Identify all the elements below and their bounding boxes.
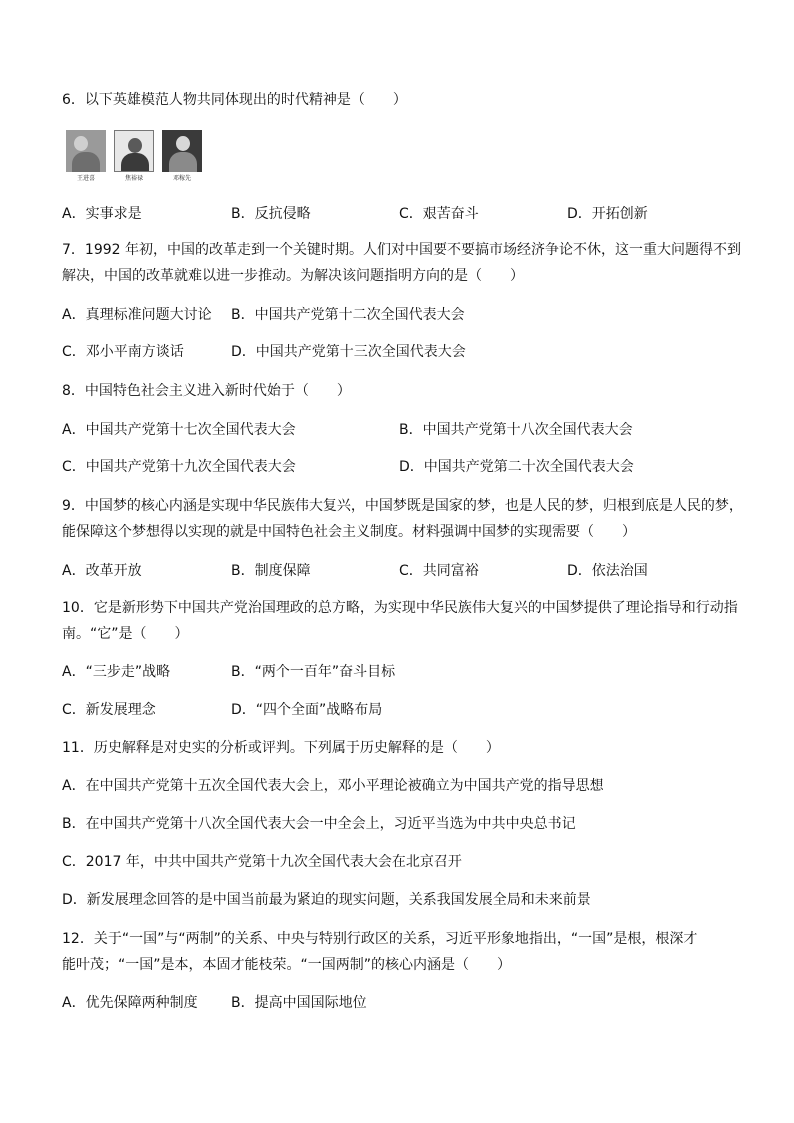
q8-option-d[interactable]: D．中国共产党第二十次全国代表大会	[399, 459, 634, 475]
question-9-stem-2: 能保障这个梦想得以实现的就是中国特色社会主义制度。材料强调中国梦的实现需要（ ）	[62, 524, 636, 540]
q11-option-a[interactable]: A．在中国共产党第十五次全国代表大会上，邓小平理论被确立为中国共产党的指导思想	[62, 778, 604, 794]
q9-option-c[interactable]: C．共同富裕	[399, 563, 479, 579]
hero-photo-2	[114, 130, 154, 172]
q12-option-a[interactable]: A．优先保障两种制度	[62, 995, 198, 1011]
q10-option-d[interactable]: D．“四个全面”战略布局	[231, 702, 383, 718]
q11-option-b[interactable]: B．在中国共产党第十八次全国代表大会一中全会上，习近平当选为中共中央总书记	[62, 816, 576, 832]
question-9-stem-1: 9．中国梦的核心内涵是实现中华民族伟大复兴，中国梦既是国家的梦，也是人民的梦，归根到底是人民的梦，	[62, 498, 743, 514]
q7-option-b[interactable]: B．中国共产党第十二次全国代表大会	[231, 307, 465, 323]
q11-option-d[interactable]: D．新发展理念回答的是中国当前最为紧迫的现实问题，关系我国发展全局和未来前景	[62, 892, 591, 908]
q7-option-a[interactable]: A．真理标准问题大讨论	[62, 307, 212, 323]
question-8-stem: 8．中国特色社会主义进入新时代始于（ ）	[62, 383, 351, 399]
question-10-stem-1: 10．它是新形势下中国共产党治国理政的总方略，为实现中华民族伟大复兴的中国梦提供了理论指导和行动指	[62, 600, 738, 616]
q10-option-c[interactable]: C．新发展理念	[62, 702, 156, 718]
q7-option-d[interactable]: D．中国共产党第十三次全国代表大会	[231, 344, 466, 360]
q10-option-b[interactable]: B．“两个一百年”奋斗目标	[231, 664, 396, 680]
q9-option-a[interactable]: A．改革开放	[62, 563, 142, 579]
question-11-stem: 11．历史解释是对史实的分析或评判。下列属于历史解释的是（ ）	[62, 740, 500, 756]
question-7-stem-2: 解决，中国的改革就难以进一步推动。为解决该问题指明方向的是（ ）	[62, 268, 524, 284]
q6-option-a[interactable]: A．实事求是	[62, 206, 142, 222]
q8-option-a[interactable]: A．中国共产党第十七次全国代表大会	[62, 422, 296, 438]
hero-photo-1	[66, 130, 106, 172]
q6-option-c[interactable]: C．艰苦奋斗	[399, 206, 479, 222]
q10-option-a[interactable]: A．“三步走”战略	[62, 664, 171, 680]
q8-option-c[interactable]: C．中国共产党第十九次全国代表大会	[62, 459, 296, 475]
q6-option-d[interactable]: D．开拓创新	[567, 206, 648, 222]
q7-option-c[interactable]: C．邓小平南方谈话	[62, 344, 184, 360]
q9-option-d[interactable]: D．依法治国	[567, 563, 648, 579]
q11-option-c[interactable]: C．2017 年，中共中国共产党第十九次全国代表大会在北京召开	[62, 854, 462, 870]
question-6-stem: 6．以下英雄模范人物共同体现出的时代精神是（ ）	[62, 92, 407, 108]
q6-option-b[interactable]: B．反抗侵略	[231, 206, 311, 222]
hero-caption-3: 邓稼先	[172, 175, 191, 182]
question-12-stem-1: 12．关于“一国”与“两制”的关系、中央与特别行政区的关系，习近平形象地指出，“一国”是根，根深才	[62, 931, 698, 947]
hero-photo-3	[162, 130, 202, 172]
hero-caption-1: 王进喜	[76, 175, 95, 182]
hero-photos	[66, 130, 194, 185]
q9-option-b[interactable]: B．制度保障	[231, 563, 311, 579]
q8-option-b[interactable]: B．中国共产党第十八次全国代表大会	[399, 422, 633, 438]
question-12-stem-2: 能叶茂；“一国”是本，本固才能枝荣。“一国两制”的核心内涵是（ ）	[62, 957, 512, 973]
question-10-stem-2: 南。“它”是（ ）	[62, 626, 189, 642]
hero-caption-2: 焦裕禄	[124, 175, 143, 182]
question-7-stem-1: 7．1992 年初，中国的改革走到一个关键时期。人们对中国要不要搞市场经济争论不休，这一重大问题得不到	[62, 242, 741, 258]
q12-option-b[interactable]: B．提高中国国际地位	[231, 995, 367, 1011]
